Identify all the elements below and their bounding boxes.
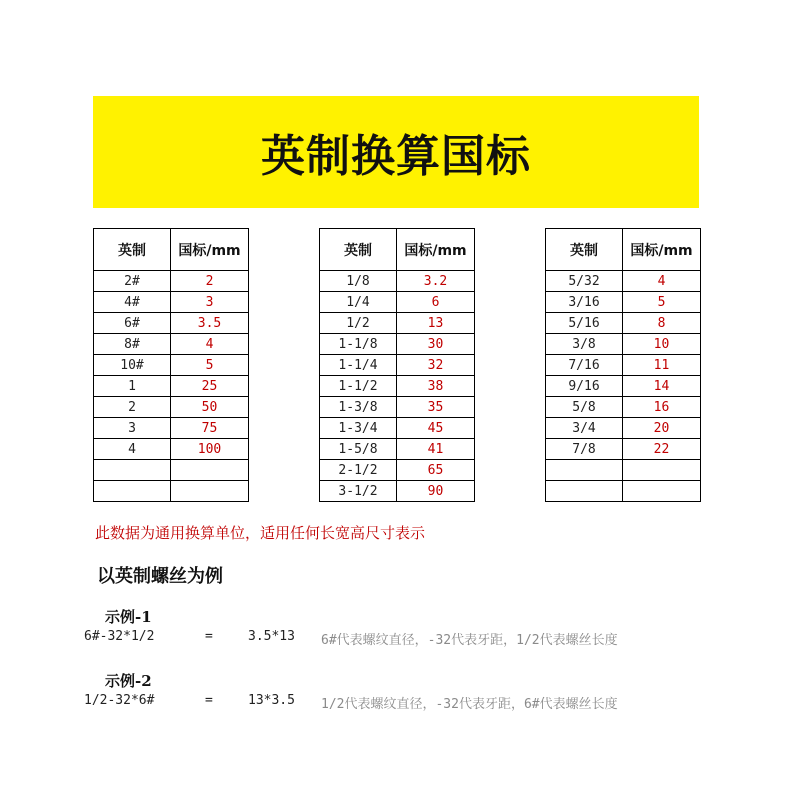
table-row: [320, 439, 475, 460]
imperial-value: 2#: [94, 271, 171, 292]
imperial-value: 3/4: [546, 418, 623, 439]
imperial-value: 1-5/8: [320, 439, 397, 460]
table-row: [320, 292, 475, 313]
table-row: [320, 418, 475, 439]
metric-value: 90: [397, 481, 475, 502]
table-row: [94, 334, 249, 355]
metric-value: 5: [623, 292, 701, 313]
imperial-value: [546, 460, 623, 481]
table-row: [94, 313, 249, 334]
table-row: [546, 292, 701, 313]
imperial-value: 1-3/8: [320, 397, 397, 418]
metric-value: 25: [171, 376, 249, 397]
table-row: [320, 481, 475, 502]
metric-value: 10: [623, 334, 701, 355]
table-row: [94, 271, 249, 292]
metric-value: 3: [171, 292, 249, 313]
example-1-metric: 3.5*13: [248, 629, 295, 644]
table-row: [546, 418, 701, 439]
page-title: 英制换算国标: [261, 131, 531, 182]
metric-value: 65: [397, 460, 475, 481]
imperial-value: 3/16: [546, 292, 623, 313]
title-banner: [93, 96, 699, 208]
imperial-value: 7/8: [546, 439, 623, 460]
metric-value: 6: [397, 292, 475, 313]
table-row: [546, 481, 701, 502]
example-2-title: 示例-2: [105, 672, 152, 690]
imperial-value: 10#: [94, 355, 171, 376]
metric-value: 13: [397, 313, 475, 334]
table-row: [546, 313, 701, 334]
imperial-value: 5/8: [546, 397, 623, 418]
metric-value: 30: [397, 334, 475, 355]
imperial-value: 1-3/4: [320, 418, 397, 439]
metric-value: [623, 481, 701, 502]
metric-value: [171, 460, 249, 481]
metric-value: 38: [397, 376, 475, 397]
example-1-imperial: 6#-32*1/2: [84, 629, 155, 644]
metric-value: 3.2: [397, 271, 475, 292]
table-row: [546, 376, 701, 397]
metric-value: 4: [623, 271, 701, 292]
table-row: [546, 439, 701, 460]
metric-header: 国标/mm: [397, 229, 475, 271]
table-row: [320, 397, 475, 418]
table-row: [94, 418, 249, 439]
table-row: [320, 334, 475, 355]
table-row: [320, 313, 475, 334]
table-row: [94, 355, 249, 376]
metric-value: 100: [171, 439, 249, 460]
imperial-value: 3-1/2: [320, 481, 397, 502]
metric-value: 32: [397, 355, 475, 376]
example-2-description: 1/2代表螺纹直径，-32代表牙距，6#代表螺丝长度: [321, 697, 618, 712]
example-heading: 以英制螺丝为例: [97, 566, 223, 587]
imperial-value: 3/8: [546, 334, 623, 355]
imperial-value: 1: [94, 376, 171, 397]
conversion-note: 此数据为通用换算单位，适用任何长宽高尺寸表示: [95, 524, 426, 542]
imperial-header: 英制: [546, 229, 623, 271]
imperial-value: 5/16: [546, 313, 623, 334]
imperial-value: [94, 460, 171, 481]
metric-header: 国标/mm: [623, 229, 701, 271]
imperial-value: 9/16: [546, 376, 623, 397]
table-row: [546, 397, 701, 418]
metric-value: 22: [623, 439, 701, 460]
imperial-value: 3: [94, 418, 171, 439]
table-row: [546, 271, 701, 292]
imperial-value: 2-1/2: [320, 460, 397, 481]
table-header-row: [546, 229, 701, 271]
metric-value: 3.5: [171, 313, 249, 334]
example-2-equals: =: [205, 693, 213, 708]
metric-value: 11: [623, 355, 701, 376]
metric-value: 41: [397, 439, 475, 460]
imperial-value: 6#: [94, 313, 171, 334]
conversion-table-2: [319, 228, 475, 502]
metric-value: 35: [397, 397, 475, 418]
metric-value: 75: [171, 418, 249, 439]
table-header-row: [320, 229, 475, 271]
imperial-value: 1-1/2: [320, 376, 397, 397]
imperial-value: 4#: [94, 292, 171, 313]
example-1-description: 6#代表螺纹直径，-32代表牙距，1/2代表螺丝长度: [321, 633, 618, 648]
table-row: [546, 355, 701, 376]
imperial-value: 1-1/8: [320, 334, 397, 355]
table-header-row: [94, 229, 249, 271]
table-row: [320, 376, 475, 397]
imperial-value: 4: [94, 439, 171, 460]
example-1-equals: =: [205, 629, 213, 644]
table-row: [94, 481, 249, 502]
table-row: [94, 439, 249, 460]
imperial-header: 英制: [320, 229, 397, 271]
imperial-value: 1-1/4: [320, 355, 397, 376]
table-row: [94, 460, 249, 481]
imperial-value: 8#: [94, 334, 171, 355]
metric-header: 国标/mm: [171, 229, 249, 271]
metric-value: 8: [623, 313, 701, 334]
metric-value: 16: [623, 397, 701, 418]
metric-value: 14: [623, 376, 701, 397]
imperial-value: 5/32: [546, 271, 623, 292]
table-row: [320, 355, 475, 376]
example-2-metric: 13*3.5: [248, 693, 295, 708]
imperial-value: 1/4: [320, 292, 397, 313]
conversion-table-1: [93, 228, 249, 502]
metric-value: [623, 460, 701, 481]
table-row: [94, 376, 249, 397]
imperial-value: 1/2: [320, 313, 397, 334]
imperial-value: [94, 481, 171, 502]
metric-value: 2: [171, 271, 249, 292]
imperial-header: 英制: [94, 229, 171, 271]
example-1-title: 示例-1: [105, 608, 152, 626]
imperial-value: 7/16: [546, 355, 623, 376]
conversion-table-3: [545, 228, 701, 502]
metric-value: 5: [171, 355, 249, 376]
imperial-value: 2: [94, 397, 171, 418]
table-row: [546, 334, 701, 355]
metric-value: 4: [171, 334, 249, 355]
metric-value: 50: [171, 397, 249, 418]
table-row: [546, 460, 701, 481]
example-2-imperial: 1/2-32*6#: [84, 693, 155, 708]
imperial-value: 1/8: [320, 271, 397, 292]
table-row: [94, 397, 249, 418]
table-row: [94, 292, 249, 313]
metric-value: 20: [623, 418, 701, 439]
metric-value: 45: [397, 418, 475, 439]
table-row: [320, 460, 475, 481]
table-row: [320, 271, 475, 292]
imperial-value: [546, 481, 623, 502]
metric-value: [171, 481, 249, 502]
